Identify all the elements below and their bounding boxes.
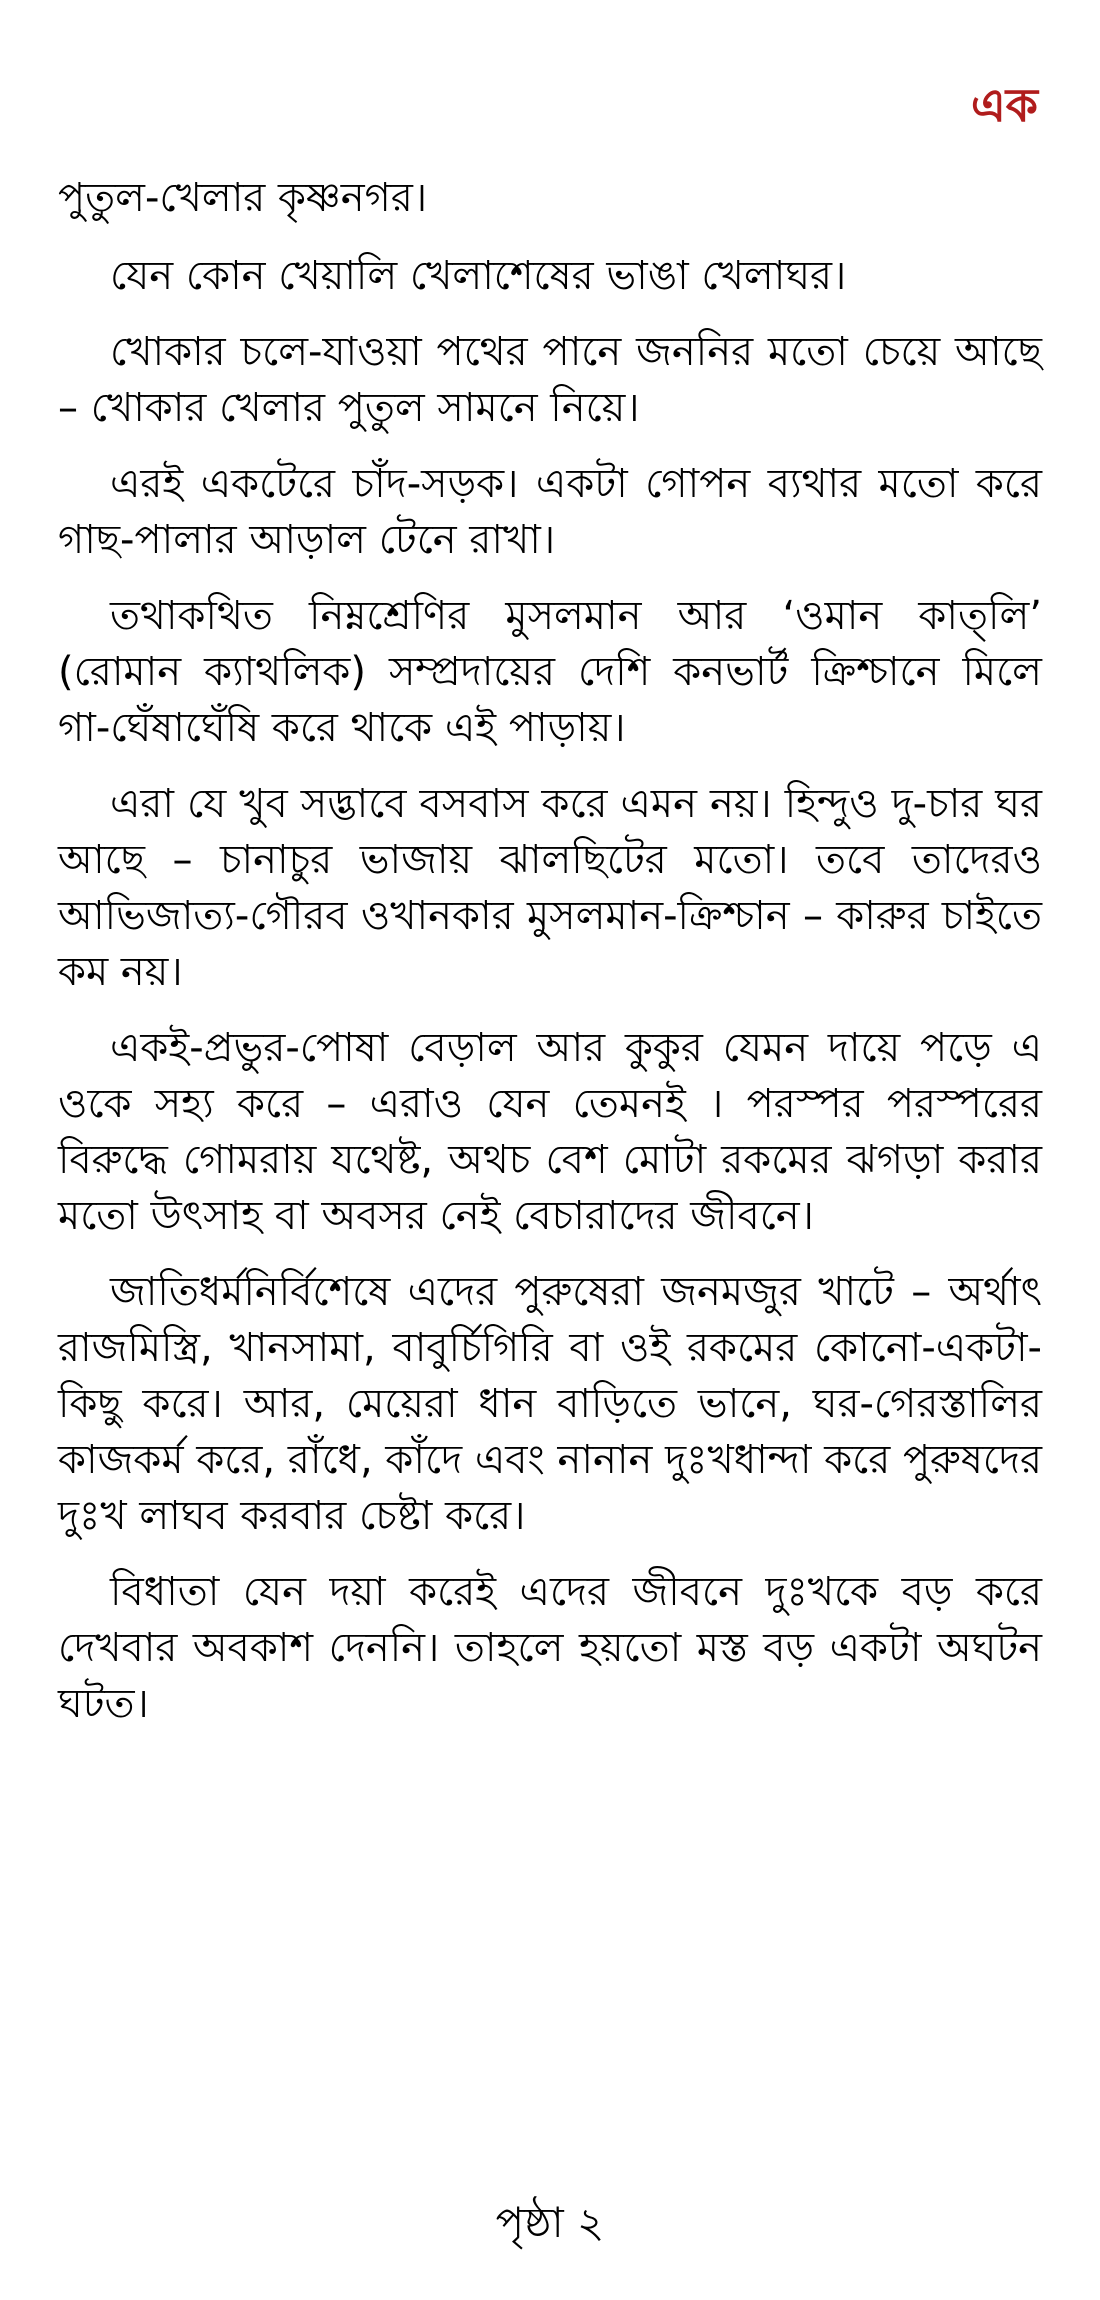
paragraph: এরা যে খুব সদ্ভাবে বসবাস করে এমন নয়। হিন্দুও দু-চার ঘর আছে – চানাচুর ভাজায় ঝালছিটের মতো। তবে তাদেরও আভিজাত্য-গৌরব ওখানকার মুসলমান-ক্রিশ্চান – কারুর চাইতে কম নয়। — [58, 781, 1042, 995]
paragraph: যেন কোন খেয়ালি খেলাশেষের ভাঙা খেলাঘর। — [110, 253, 847, 299]
paragraph: একই-প্রভুর-পোষা বেড়াল আর কুকুর যেমন দায়ে পড়ে এ ওকে সহ্য করে – এরাও যেন তেমনই । পরস্পর পরস্পরের বিরুদ্ধে গোমরায় যথেষ্ট, অথচ বেশ মোটা রকমের ঝগড়া করার মতো উৎসাহ বা অবসর নেই বেচারাদের জীবনে। — [58, 1025, 1042, 1239]
paragraph: তথাকথিত নিম্নশ্রেণির মুসলমান আর ‘ওমান কাত্‌লি’ (রোমান ক্যাথলিক) সম্প্রদায়ের দেশি কনভার্ট ক্রিশ্চানে মিলে গা-ঘেঁষাঘেঁষি করে থাকে এই পাড়ায়। — [58, 593, 1042, 751]
paragraph: জাতিধর্মনির্বিশেষে এদের পুরুষেরা জনমজুর খাটে – অর্থাৎ রাজমিস্ত্রি, খানসামা, বাবুর্চিগিরি বা ওই রকমের কোনো-একটা-কিছু করে। আর, মেয়েরা ধান বাড়িতে ভানে, ঘর-গেরস্তালির কাজকর্ম করে, রাঁধে, কাঁদে এবং নানান দুঃখধান্দা করে পুরুষদের দুঃখ লাঘব করবার চেষ্টা করে। — [58, 1269, 1042, 1539]
paragraph: বিধাতা যেন দয়া করেই এদের জীবনে দুঃখকে বড় করে দেখবার অবকাশ দেননি। তাহলে হয়তো মস্ত বড় একটা অঘটন ঘটত। — [58, 1569, 1042, 1727]
paragraph: খোকার চলে-যাওয়া পথের পানে জননির মতো চেয়ে আছে – খোকার খেলার পুতুল সামনে নিয়ে। — [58, 329, 1042, 431]
paragraph: এরই একটেরে চাঁদ-সড়ক। একটা গোপন ব্যথার মতো করে গাছ-পালার আড়াল টেনে রাখা। — [58, 461, 1042, 563]
body-text — [58, 170, 1042, 1752]
chapter-number: এক — [970, 78, 1038, 132]
page-number: পৃষ্ঠা ২ — [495, 2197, 605, 2247]
paragraph: পুতুল-খেলার কৃষ্ণনগর। — [58, 175, 428, 221]
